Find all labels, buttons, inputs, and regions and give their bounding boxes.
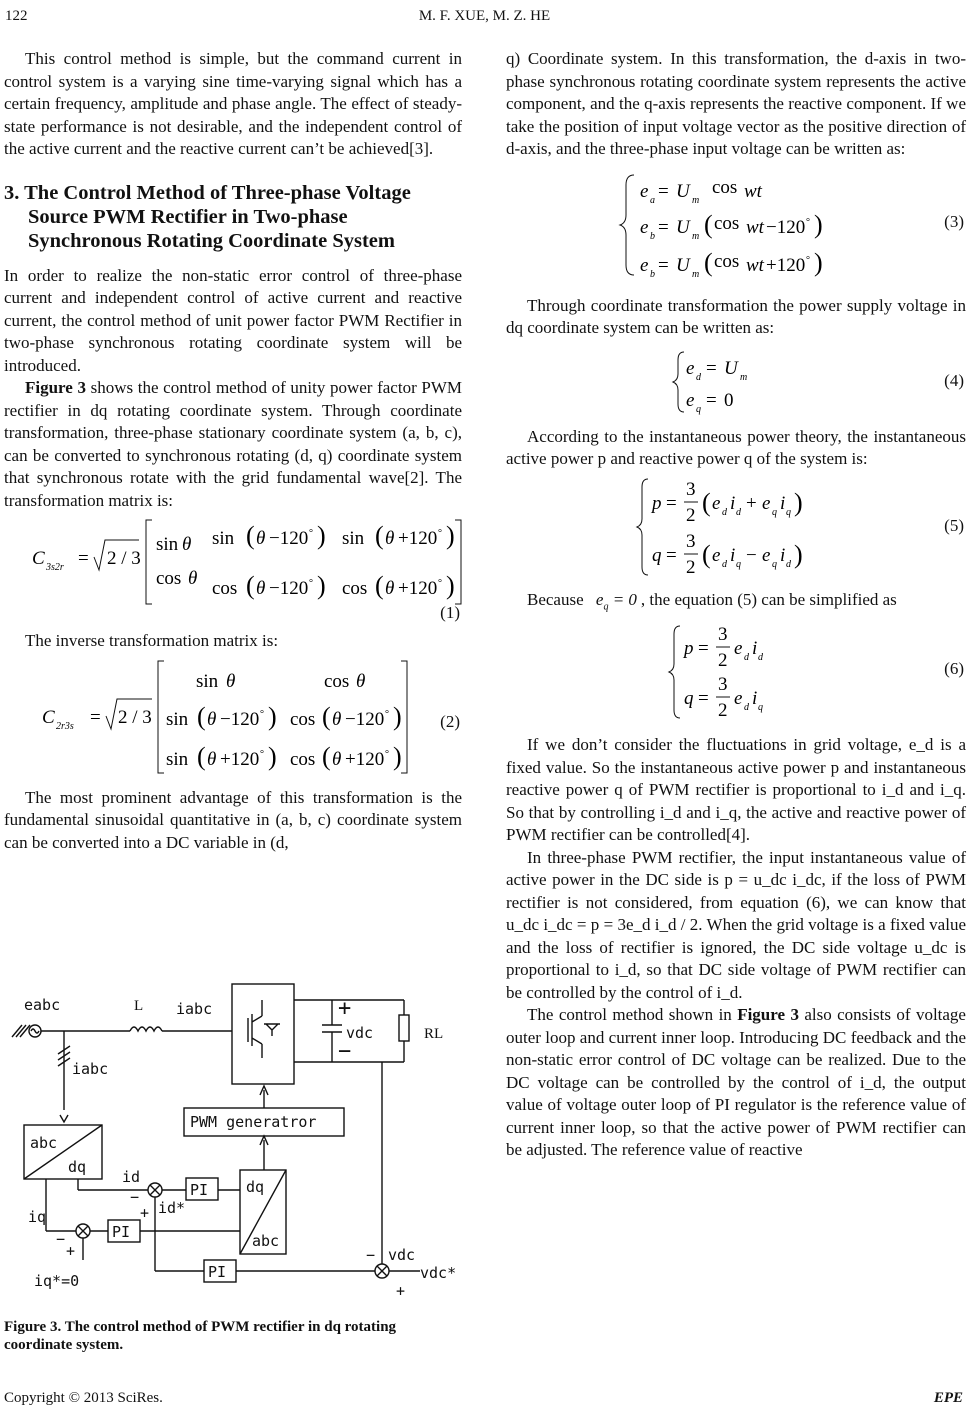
svg-text:−120: −120 bbox=[766, 216, 806, 238]
paragraph: In three-phase PWM rectifier, the input instantaneous value of active power in the DC side is p = u_dc i_dc, if the loss of PWM rectifier is not considered, from equation (6), we can know that u_dc i_dc = p = 3e_d i_d / 2. When the grid voltage is a fixed value and the loss of rectifier is ignored, the DC side voltage u_dc is proportional to i_d, so that DC side voltage of PWM rectifier can be controlled by the control of i_d. bbox=[506, 847, 966, 1002]
svg-text:d: d bbox=[786, 558, 791, 570]
inline-math: $e_q = 0$ bbox=[595, 589, 637, 612]
svg-text:3s2r: 3s2r bbox=[46, 562, 64, 573]
igbt-bridge bbox=[232, 984, 294, 1084]
inductor-icon bbox=[130, 1027, 162, 1031]
svg-text:(: ( bbox=[322, 701, 331, 731]
svg-text:sin: sin bbox=[166, 748, 189, 770]
svg-text:0: 0 bbox=[724, 389, 734, 411]
svg-text:=: = bbox=[658, 216, 669, 238]
svg-text:(: ( bbox=[375, 571, 384, 600]
label-iqstar: iq*=0 bbox=[34, 1272, 80, 1290]
svg-text:i: i bbox=[780, 492, 786, 514]
label-plus-d: + bbox=[140, 1204, 150, 1222]
svg-text:q: q bbox=[684, 688, 694, 710]
label-pi-q: PI bbox=[112, 1223, 131, 1241]
svg-text:d: d bbox=[696, 371, 701, 383]
svg-text:C: C bbox=[32, 548, 45, 569]
svg-text:θ: θ bbox=[207, 708, 217, 730]
equation-4 bbox=[506, 340, 966, 420]
svg-text:b: b bbox=[650, 230, 655, 242]
svg-text:θ: θ bbox=[207, 748, 217, 770]
svg-text:2: 2 bbox=[686, 504, 696, 526]
svg-text:): ) bbox=[317, 521, 326, 550]
section-heading: 3. The Control Method of Three-phase Voltage Source PWM Rectifier in Two-phase Synchronous Rotating Coordinate System bbox=[4, 181, 411, 252]
svg-text:e: e bbox=[640, 254, 649, 276]
footer-journal: EPE bbox=[933, 1390, 963, 1406]
svg-text:+120: +120 bbox=[345, 748, 385, 770]
equation-number: (4) bbox=[944, 370, 964, 390]
equation-1-graphic bbox=[4, 512, 462, 624]
svg-text:2: 2 bbox=[718, 700, 728, 722]
svg-text:m: m bbox=[692, 230, 700, 242]
svg-text:=: = bbox=[666, 544, 677, 566]
svg-text:i: i bbox=[780, 544, 786, 566]
load-resistor bbox=[399, 1015, 409, 1041]
paragraph bbox=[506, 1004, 966, 1162]
svg-text:e: e bbox=[640, 216, 649, 238]
svg-text:cos: cos bbox=[714, 250, 740, 272]
svg-text:−120: −120 bbox=[269, 578, 309, 599]
svg-text:wt: wt bbox=[746, 254, 764, 276]
svg-text:(: ( bbox=[704, 209, 713, 239]
svg-text:(: ( bbox=[197, 701, 206, 731]
svg-text:°: ° bbox=[438, 578, 442, 589]
svg-text:): ) bbox=[317, 571, 326, 600]
svg-text:): ) bbox=[446, 571, 455, 600]
svg-text:+120: +120 bbox=[766, 254, 806, 276]
svg-text:°: ° bbox=[385, 708, 389, 720]
equation-6 bbox=[506, 618, 966, 726]
equation-3-graphic bbox=[506, 161, 966, 289]
equation-number: (3) bbox=[944, 211, 964, 231]
label-pi-d: PI bbox=[190, 1181, 209, 1199]
label-iq: iq bbox=[28, 1208, 47, 1226]
svg-text:d: d bbox=[744, 652, 749, 664]
svg-text:θ: θ bbox=[332, 708, 342, 730]
label-iabc-top: iabc bbox=[176, 1000, 213, 1018]
svg-text:θ: θ bbox=[256, 528, 266, 549]
svg-text:°: ° bbox=[260, 748, 264, 760]
svg-text:3: 3 bbox=[718, 674, 728, 696]
svg-text:(: ( bbox=[322, 741, 331, 771]
svg-text:+120: +120 bbox=[398, 578, 438, 599]
svg-text:°: ° bbox=[806, 216, 810, 228]
svg-text:−: − bbox=[746, 544, 757, 566]
svg-text:q: q bbox=[772, 558, 777, 570]
paragraph-text: also consists of voltage outer loop and current inner loop. Introducing DC feedback and the non-static error control of DC voltage can be realized. Due to the DC voltage can be controlled by the control of i_d, the output value of voltage outer loop of PI regulator is the reference value of current inner loop, so that the active power of PWM rectifier can be adjusted. The reference value of reactive bbox=[506, 1005, 966, 1160]
svg-text:=: = bbox=[666, 492, 677, 514]
svg-text:m: m bbox=[692, 268, 700, 280]
paragraph bbox=[4, 377, 462, 512]
svg-text:U: U bbox=[724, 357, 738, 379]
svg-text:sin: sin bbox=[196, 670, 219, 692]
svg-text:=: = bbox=[658, 254, 669, 276]
svg-text:e: e bbox=[686, 389, 695, 411]
equation-5 bbox=[506, 471, 966, 583]
right-column bbox=[506, 48, 966, 1162]
svg-text:cos: cos bbox=[342, 578, 368, 599]
svg-text:θ: θ bbox=[385, 528, 395, 549]
label-abc: abc bbox=[30, 1134, 58, 1152]
svg-text:cos: cos bbox=[290, 748, 316, 770]
svg-text:): ) bbox=[268, 701, 277, 731]
equation-3 bbox=[506, 161, 966, 289]
equation-4-graphic bbox=[506, 340, 966, 420]
equation-number: (5) bbox=[944, 515, 964, 535]
label-pwm: PWM generatror bbox=[190, 1113, 317, 1131]
label-minus: − bbox=[338, 1039, 352, 1064]
svg-text:wt: wt bbox=[744, 180, 762, 202]
svg-text:i: i bbox=[752, 688, 758, 710]
svg-text:°: ° bbox=[309, 528, 313, 539]
equation-number: (6) bbox=[944, 659, 964, 679]
svg-text:−120: −120 bbox=[269, 528, 309, 549]
svg-text:e: e bbox=[686, 357, 695, 379]
label-abc-2: abc bbox=[252, 1232, 280, 1250]
svg-text:°: ° bbox=[438, 528, 442, 539]
svg-text:sin: sin bbox=[212, 528, 235, 549]
svg-text:+120: +120 bbox=[398, 528, 438, 549]
svg-text:=: = bbox=[706, 357, 717, 379]
svg-text:m: m bbox=[692, 194, 700, 206]
svg-text:d: d bbox=[736, 506, 741, 518]
svg-text:): ) bbox=[814, 247, 823, 277]
svg-text:sin: sin bbox=[156, 534, 179, 555]
label-minus-v: − bbox=[366, 1246, 376, 1264]
svg-text:=: = bbox=[698, 688, 709, 710]
svg-text:2: 2 bbox=[718, 650, 728, 672]
svg-text:sin: sin bbox=[342, 528, 365, 549]
label-eabc: eabc bbox=[24, 996, 61, 1014]
svg-text:d: d bbox=[722, 558, 727, 570]
svg-text:−120: −120 bbox=[220, 708, 260, 730]
svg-text:e: e bbox=[640, 180, 649, 202]
svg-text:2r3s: 2r3s bbox=[56, 720, 74, 732]
svg-text:θ: θ bbox=[332, 748, 342, 770]
label-vdc-fb: vdc bbox=[388, 1246, 416, 1264]
svg-text:°: ° bbox=[806, 254, 810, 266]
svg-text:=: = bbox=[706, 389, 717, 411]
svg-text:θ: θ bbox=[182, 534, 192, 555]
svg-text:θ: θ bbox=[356, 670, 366, 692]
label-rl: RL bbox=[424, 1026, 444, 1042]
svg-text:θ: θ bbox=[256, 578, 266, 599]
svg-text:q: q bbox=[652, 544, 662, 566]
label-iabc-side: iabc bbox=[72, 1060, 109, 1078]
svg-text:q: q bbox=[772, 506, 777, 518]
paragraph: If we don’t consider the fluctuations in grid voltage, e_d is a fixed value. So the instantaneous active power p and instantaneous reactive power q of PWM rectifier is proportional to i_d and i_q. So that by controlling i_d and i_q, the active and reactive power of PWM rectifier can be controlled[4]. bbox=[506, 735, 966, 845]
svg-text:U: U bbox=[676, 216, 690, 238]
paragraph: The inverse transformation matrix is: bbox=[25, 631, 279, 650]
label-vdc: vdc bbox=[346, 1024, 374, 1042]
figure-caption: Figure 3. The control method of PWM rectifier in dq rotating coordinate system. bbox=[4, 1319, 397, 1353]
label-dq-2: dq bbox=[246, 1178, 265, 1196]
label-vdc-ref: vdc* bbox=[420, 1264, 457, 1282]
svg-text:=: = bbox=[698, 638, 709, 660]
svg-text:q: q bbox=[786, 506, 791, 518]
equation-number: (1) bbox=[440, 603, 460, 622]
svg-text:p: p bbox=[652, 492, 662, 514]
svg-text:q: q bbox=[736, 558, 741, 570]
svg-text:p: p bbox=[684, 638, 694, 660]
svg-text:3: 3 bbox=[686, 530, 696, 552]
paragraph: According to the instantaneous power theory, the instantaneous active power p and reactive power q of the system is: bbox=[506, 426, 966, 468]
svg-text:e: e bbox=[712, 544, 721, 566]
figure-ref: Figure 3 bbox=[25, 378, 86, 397]
svg-text:=: = bbox=[78, 548, 89, 569]
equation-6-graphic bbox=[506, 618, 966, 726]
svg-text:(: ( bbox=[246, 571, 255, 600]
svg-text:(: ( bbox=[375, 521, 384, 550]
paragraph: This control method is simple, but the command current in control system is a varying sine time-varying signal which has a certain frequency, amplitude and phase angle. The effect of steady-state performance is not desirable, and the independent control of the active current and the reactive current can’t be achieved[3]. bbox=[4, 49, 462, 158]
svg-text:q: q bbox=[758, 702, 763, 714]
svg-text:q: q bbox=[696, 403, 701, 415]
svg-text:m: m bbox=[740, 371, 748, 383]
svg-text:d: d bbox=[744, 702, 749, 714]
paragraph-text: The control method shown in bbox=[527, 1005, 738, 1025]
equation-number: (2) bbox=[440, 711, 460, 731]
svg-text:−120: −120 bbox=[345, 708, 385, 730]
label-minus-d: − bbox=[130, 1188, 140, 1206]
paragraph: The most prominent advantage of this transformation is the fundamental sinusoidal quantitative in (a, b, c) coordinate system can be converted into a DC variable in (d, bbox=[4, 787, 462, 852]
svg-text:): ) bbox=[268, 741, 277, 771]
label-minus-q: − bbox=[56, 1230, 66, 1248]
equation-5-graphic bbox=[506, 471, 966, 583]
svg-text:e: e bbox=[712, 492, 721, 514]
footer-copyright: Copyright © 2013 SciRes. bbox=[4, 1390, 163, 1406]
svg-text:3: 3 bbox=[686, 478, 696, 500]
svg-text:C: C bbox=[42, 706, 55, 728]
svg-text:cos: cos bbox=[290, 708, 316, 730]
svg-text:3: 3 bbox=[718, 624, 728, 646]
svg-text:): ) bbox=[814, 209, 823, 239]
svg-text:b: b bbox=[650, 268, 655, 280]
svg-text:θ: θ bbox=[226, 670, 236, 692]
svg-text:°: ° bbox=[260, 708, 264, 720]
figure-3-block-diagram bbox=[0, 970, 470, 1310]
svg-text:2: 2 bbox=[686, 556, 696, 578]
svg-text:2 / 3: 2 / 3 bbox=[118, 706, 152, 728]
svg-text:): ) bbox=[446, 521, 455, 550]
figure-ref: Figure 3 bbox=[737, 1005, 799, 1025]
paragraph-text: Because bbox=[527, 589, 584, 609]
svg-text:(: ( bbox=[704, 247, 713, 277]
svg-text:d: d bbox=[722, 506, 727, 518]
svg-text:θ: θ bbox=[188, 568, 198, 589]
svg-text:cos: cos bbox=[212, 578, 238, 599]
svg-text:cos: cos bbox=[714, 212, 740, 234]
svg-text:=: = bbox=[90, 706, 101, 728]
svg-text:(: ( bbox=[197, 741, 206, 771]
svg-text:+: + bbox=[746, 492, 757, 514]
paragraph: Through coordinate transformation the power supply voltage in dq coordinate system can be written as: bbox=[506, 295, 966, 337]
paragraph-text: , the equation (5) can be simplified as bbox=[640, 589, 897, 609]
svg-text:d: d bbox=[758, 652, 763, 664]
svg-text:=: = bbox=[658, 180, 669, 202]
label-inductor: L bbox=[134, 998, 144, 1014]
svg-text:cos: cos bbox=[156, 568, 182, 589]
paragraph: q) Coordinate system. In this transformation, the d-axis in two-phase synchronous rotating coordinate system represents the active component, and the q-axis represents the reactive component. If we take the position of input voltage vector as the positive direction of d-axis, and the three-phase input voltage can be written as: bbox=[506, 49, 966, 158]
label-plus-v: + bbox=[396, 1282, 406, 1300]
svg-text:cos: cos bbox=[712, 176, 738, 198]
svg-text:): ) bbox=[393, 741, 402, 771]
svg-text:e: e bbox=[734, 688, 743, 710]
label-dq: dq bbox=[68, 1158, 87, 1176]
label-plus-q: + bbox=[66, 1242, 76, 1260]
running-header: M. F. XUE, M. Z. HE bbox=[418, 8, 551, 24]
equation-1 bbox=[4, 512, 462, 624]
block-diagram-svg bbox=[0, 970, 470, 1310]
left-column bbox=[4, 48, 462, 854]
label-pi-v: PI bbox=[208, 1263, 227, 1281]
label-id: id bbox=[122, 1168, 141, 1186]
svg-text:(: ( bbox=[246, 521, 255, 550]
label-idstar: id* bbox=[158, 1199, 186, 1217]
svg-text:θ: θ bbox=[385, 578, 395, 599]
paragraph: In order to realize the non-static error control of three-phase current and independent control of active current and reactive current, the control method of unit power factor PWM Rectifier in two-phase synchronous rotating coordinate system will be introduced. bbox=[4, 265, 462, 375]
svg-text:2 / 3: 2 / 3 bbox=[107, 548, 141, 569]
svg-text:(: ( bbox=[702, 487, 711, 517]
svg-text:U: U bbox=[676, 180, 690, 202]
svg-text:i: i bbox=[752, 638, 758, 660]
svg-text:e: e bbox=[734, 638, 743, 660]
paragraph-text: shows the control method of unity power factor PWM rectifier in dq rotating coordinate system. Through coordinate transformation, three-phase stationary coordinate system (a, b, c), can be converted to synchronous rotating (d, q) coordinate system that synchronous rotate with the grid fundamental wave[2]. The transformation matrix is: bbox=[4, 378, 462, 510]
svg-text:°: ° bbox=[309, 578, 313, 589]
label-plus: + bbox=[338, 996, 352, 1021]
svg-text:cos: cos bbox=[324, 670, 350, 692]
svg-text:+120: +120 bbox=[220, 748, 260, 770]
svg-text:): ) bbox=[794, 487, 803, 517]
svg-text:wt: wt bbox=[746, 216, 764, 238]
svg-text:e: e bbox=[762, 544, 771, 566]
svg-text:e: e bbox=[762, 492, 771, 514]
svg-text:a: a bbox=[650, 194, 655, 206]
equation-2 bbox=[4, 653, 462, 779]
svg-text:sin: sin bbox=[166, 708, 189, 730]
svg-text:(: ( bbox=[702, 539, 711, 569]
svg-text:): ) bbox=[794, 539, 803, 569]
svg-text:i: i bbox=[730, 544, 736, 566]
page-number: 122 bbox=[5, 8, 28, 24]
svg-text:U: U bbox=[676, 254, 690, 276]
svg-text:): ) bbox=[393, 701, 402, 731]
equation-2-graphic bbox=[4, 653, 462, 779]
svg-text:°: ° bbox=[385, 748, 389, 760]
svg-text:i: i bbox=[730, 492, 736, 514]
paragraph bbox=[506, 589, 966, 619]
